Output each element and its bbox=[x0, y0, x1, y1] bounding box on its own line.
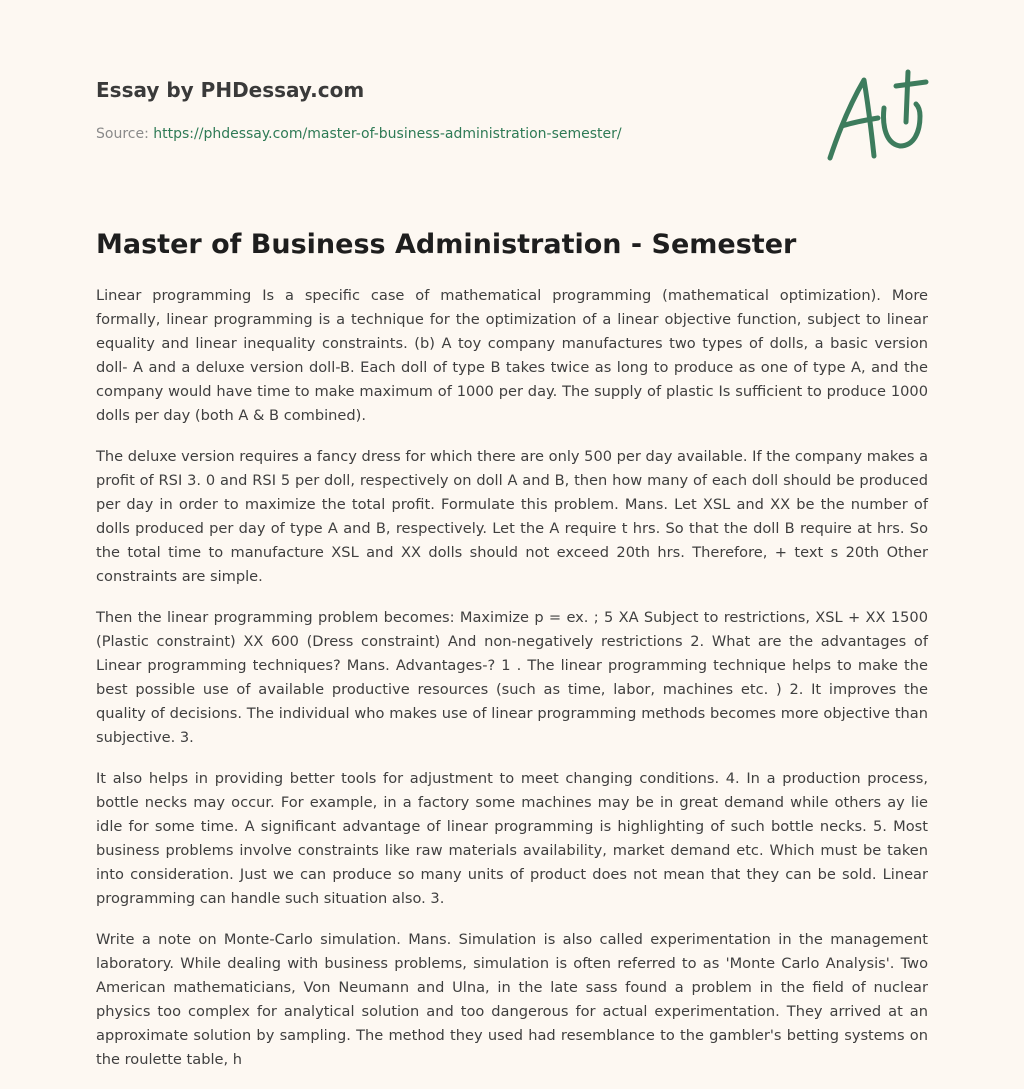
site-title: Essay by PHDessay.com bbox=[96, 78, 365, 102]
a-plus-logo-icon bbox=[822, 68, 932, 164]
paragraph-2: The deluxe version requires a fancy dress for which there are only 500 per day available. If the company makes a profit of RSI 3. 0 and RSI 5 per doll, respectively on doll A and B, then how many of each doll should be produced per day in order to maximize the total profit. Formulate this problem. Mans. Let XSL and XX be the number of dolls produced per day of type A and B, respectively. Let the A require t hrs. So that the doll B require at hrs. So the total time to manufacture XSL and XX dolls should not exceed 20th hrs. Therefore, + text s 20th Other constraints are simple. bbox=[96, 448, 929, 585]
paragraph-1: Linear programming Is a specific case of mathematical programming (mathematical optimization). More formally, linear programming is a technique for the optimization of a linear objective function, subject to linear equality and linear inequality constraints. (b) A toy company manufactures two types of dolls, a basic version doll- A and a deluxe version doll-B. Each doll of type B takes twice as long to produce as one of type A, and the company would have time to make maximum of 1000 per day. The supply of plastic Is sufficient to produce 1000 dolls per day (both A & B combined). bbox=[96, 287, 928, 424]
paragraph-3: Then the linear programming problem becomes: Maximize p = ex. ; 5 XA Subject to restrictions, XSL + XX 1500 (Plastic constraint) XX 600 (Dress constraint) And non-negatively restrictions 2. What are the advantages of Linear programming techniques? Mans. Advantages-? 1 . The linear programming technique helps to make the best possible use of available productive resources (such as time, labor, machines etc. ) 2. It improves the quality of decisions. The individual who makes use of linear programming methods becomes more objective than subjective. 3. bbox=[96, 609, 928, 746]
paragraph-5: Write a note on Monte-Carlo simulation. Mans. Simulation is also called experimentation in the management laboratory. While dealing with business problems, simulation is often referred to as 'Monte Carlo Analysis'. Two American mathematicians, Von Neumann and Ulna, in the late sass found a problem in the field of nuclear physics too complex for analytical solution and too dangerous for actual experimentation. They arrived at an approximate solution by sampling. The method they used had resemblance to the gambler's betting systems on the roulette table, h bbox=[96, 931, 928, 1068]
essay-body bbox=[96, 284, 928, 1089]
paragraph-4: It also helps in providing better tools for adjustment to meet changing conditions. 4. In a production process, bottle necks may occur. For example, in a factory some machines may be in great demand while others ay lie idle for some time. A significant advantage of linear programming is highlighting of such bottle necks. 5. Most business problems involve constraints like raw materials availability, market demand etc. Which must be taken into consideration. Just we can produce so many units of product does not mean that they can be sold. Linear programming can handle such situation also. 3. bbox=[96, 770, 928, 907]
source-label: Source: bbox=[96, 126, 154, 142]
page-header bbox=[96, 76, 796, 144]
document-title: Master of Business Administration - Semester bbox=[96, 229, 797, 260]
source-line bbox=[96, 124, 796, 144]
source-link[interactable]: https://phdessay.com/master-of-business-administration-semester/ bbox=[153, 126, 622, 142]
